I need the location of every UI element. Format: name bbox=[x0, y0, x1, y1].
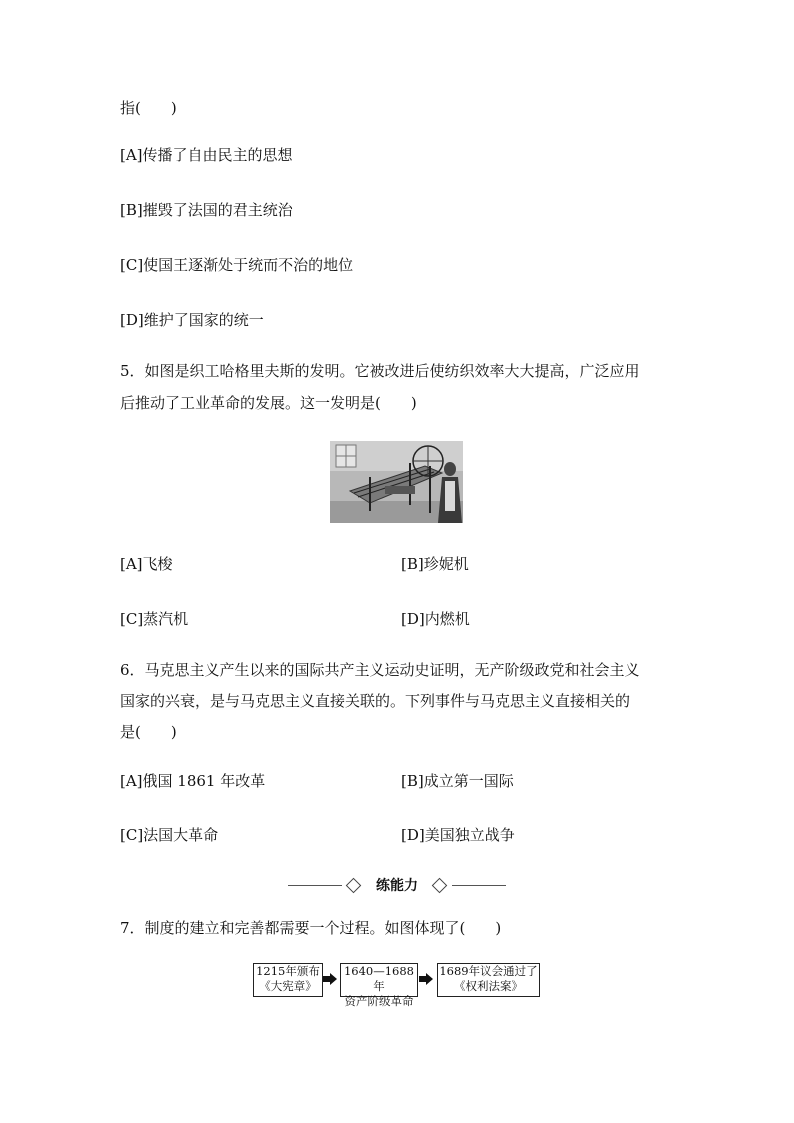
q5-stem-line1: 5．如图是织工哈格里夫斯的发明。它被改进后使纺织效率大大提高，广泛应用 bbox=[120, 362, 640, 380]
diamond-icon bbox=[346, 878, 362, 894]
flow-box-line2: 《权利法案》 bbox=[454, 979, 523, 993]
q6-stem-line1: 6．马克思主义产生以来的国际共产主义运动史证明，无产阶级政党和社会主义 bbox=[120, 661, 640, 679]
q4-option-c: [C]使国王逐渐处于统而不治的地位 bbox=[120, 256, 354, 274]
section-divider bbox=[288, 876, 506, 896]
flow-box-line2: 资产阶级革命 bbox=[344, 994, 414, 1008]
q4-option-b: [B]摧毁了法国的君主统治 bbox=[120, 201, 293, 219]
flow-box-line1: 1640—1688年 bbox=[343, 964, 415, 993]
right-arrow-icon bbox=[323, 973, 337, 985]
flow-box-line1: 1215年颁布 bbox=[256, 964, 320, 978]
divider-line-right bbox=[452, 885, 506, 886]
q5-stem-line2: 后推动了工业革命的发展。这一发明是( ) bbox=[120, 394, 417, 412]
q5-option-c: [C]蒸汽机 bbox=[120, 610, 189, 628]
q5-option-d: [D]内燃机 bbox=[401, 610, 470, 628]
q4-option-a: [A]传播了自由民主的思想 bbox=[120, 146, 293, 164]
flow-box-magna-carta bbox=[253, 963, 323, 997]
flow-box-bill-of-rights bbox=[437, 963, 540, 997]
spinning-jenny-photo bbox=[330, 441, 463, 523]
flow-box-revolution bbox=[340, 963, 418, 1008]
timeline-flowchart bbox=[253, 963, 543, 1008]
q5-option-b: [B]珍妮机 bbox=[401, 555, 469, 573]
divider-line-left bbox=[288, 885, 342, 886]
q4-option-d: [D]维护了国家的统一 bbox=[120, 311, 264, 329]
q5-option-a: [A]飞梭 bbox=[120, 555, 173, 573]
q6-stem-line2: 国家的兴衰，是与马克思主义直接关联的。下列事件与马克思主义直接相关的 bbox=[120, 692, 631, 710]
section-title: 练能力 bbox=[376, 878, 418, 894]
q6-stem-line3: 是( ) bbox=[120, 723, 177, 741]
flow-box-line1: 1689年议会通过了 bbox=[439, 964, 538, 978]
q6-option-a: [A]俄国 1861 年改革 bbox=[120, 772, 266, 790]
right-arrow-icon bbox=[419, 973, 433, 985]
q7-stem: 7．制度的建立和完善都需要一个过程。如图体现了( ) bbox=[120, 919, 502, 937]
q6-option-b: [B]成立第一国际 bbox=[401, 772, 514, 790]
flow-box-line2: 《大宪章》 bbox=[259, 979, 317, 993]
q6-option-d: [D]美国独立战争 bbox=[401, 826, 515, 844]
q6-option-c: [C]法国大革命 bbox=[120, 826, 219, 844]
diamond-icon bbox=[432, 878, 448, 894]
q4-stem-tail: 指( ) bbox=[120, 99, 177, 117]
